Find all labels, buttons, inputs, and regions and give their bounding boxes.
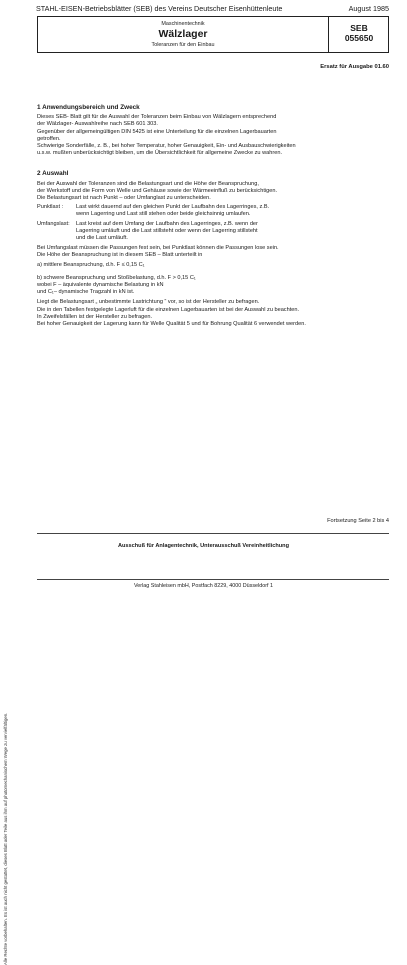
section2-line: Die Höhe der Beanspruchung ist in diesem SEB – Blatt unterteilt in — [37, 252, 203, 259]
section1-heading: 1 Anwendungsbereich und Zweck — [37, 104, 140, 111]
final-line: Liegt die Belastungsart „ unbestimmte Lastrichtung “ vor, so ist der Hersteller zu befragen. — [37, 299, 260, 306]
wobei-line: wobei F – äquivalente dynamische Belastung in kN — [37, 282, 164, 289]
document-code — [328, 17, 390, 52]
definition-line: Lagerring umläuft und die Last stillsteht oder wenn der Lagerring stillsteht — [76, 227, 258, 234]
code-prefix: SEB — [350, 23, 368, 33]
category: Maschinentechnik — [161, 21, 205, 27]
code-number: 055650 — [344, 33, 374, 43]
final-line: In Zweifelsfällen ist der Hersteller zu befragen. — [37, 313, 153, 320]
section1-line: Dieses SEB- Blatt gilt für die Auswahl der Toleranzen beim Einbau von Wälzlagern entsprechend — [37, 114, 277, 121]
definition-punktlast — [37, 204, 389, 218]
final-line: Die in den Tabellen festgelegte Lagerluft für die einzelnen Lagerbauarten ist bei der Auswahl zu beachten. — [37, 306, 300, 313]
definition-line: Last kreist auf dem Umfang der Laufbahn des Lagerringes, z.B. wenn der — [76, 220, 258, 227]
side-copyright-text: Alle Rechte vorbehalten. Es ist auch nicht gestattet, dieses Blatt oder Teile aus ihm auf photomechanischem Wege zu vervielfältigen. — [3, 712, 8, 965]
definition-umfangslast — [37, 221, 389, 243]
case-b: b) schwere Beanspruchung und Stoßbelastung, d.h. F > 0,15 C₁ — [37, 274, 196, 281]
publisher-line: Verlag Stahleisen mbH, Postfach 8229, 4000 Düsseldorf 1 — [133, 583, 274, 589]
section2-intro-line: Bei der Auswahl der Toleranzen sind die Belastungsart und die Höhe der Beanspruchung, — [37, 180, 259, 187]
page-title: Wälzlager — [158, 28, 208, 40]
definition-term: Punktlast : — [37, 204, 64, 211]
divider — [37, 579, 389, 580]
final-line: Bei hoher Genauigkeit der Lagerung kann für Welle Qualität 5 und für Bohrung Qualität 6 verwendet werden. — [37, 321, 306, 328]
case-a: a) mittlere Beanspruchung, d.h. F ≤ 0,15 C₁ — [37, 261, 145, 268]
publication-name: STAHL-EISEN-Betriebsblätter (SEB) des Vereins Deutscher Eisenhüttenleute — [36, 4, 283, 13]
title-cell — [38, 17, 329, 52]
section1-line: u.s.w. mußten unberücksichtigt bleiben, um die Übersichtlichkeit für allgemeine Zwecke zu wahren. — [37, 150, 282, 157]
section2 — [37, 170, 389, 328]
section2-line: Bei Umfangslast müssen die Passungen fest sein, bei Punktlast können die Passungen lose sein. — [37, 245, 279, 252]
definition-line: Last wirkt dauernd auf den gleichen Punkt der Laufbahn des Lagerringes, z.B. — [76, 204, 270, 211]
definition-line: wenn Lagerring und Last still stehen oder beide gleichsinnig umlaufen. — [76, 211, 251, 218]
definition-text — [76, 221, 389, 243]
page-subtitle: Toleranzen für den Einbau — [151, 42, 215, 48]
replaces-edition: Ersatz für Ausgabe 01.60 — [320, 64, 389, 70]
divider — [37, 533, 389, 534]
section1-line: Gegenüber der allgemeingültigen DIN 5425 ist eine Unterteilung für die einzelnen Lagerbauarten — [37, 128, 277, 135]
section1-line: Schwierige Sonderfälle, z. B., bei hoher Temperatur, hoher Genauigkeit, Ein- und Ausbauschwierigkeiten — [37, 143, 296, 150]
section2-intro-line: der Werkstoff und die Form von Welle und Gehäuse sowie der Wärmeeinfluß zu berücksichtigen. — [37, 187, 278, 194]
publication-date: August 1985 — [348, 4, 389, 13]
section2-intro-line: Die Belastungsart ist nach Punkt – oder Umfanglast zu unterscheiden. — [37, 195, 211, 202]
section1-line: getroffen. — [37, 135, 61, 142]
definition-term: Umfangslast: — [37, 220, 70, 227]
document-body — [37, 104, 389, 328]
wobei-line: und C₁– dynamische Tragzahl in kN ist. — [37, 289, 135, 296]
definition-text — [76, 204, 389, 218]
title-block — [37, 16, 389, 53]
committee-line: Ausschuß für Anlagentechnik, Unterausschuß Vereinheitlichung — [117, 543, 290, 549]
definition-line: und die Last umläuft. — [76, 235, 128, 242]
section1-line: der Wälzlager- Auswahlreihe nach SEB 601 303. — [37, 121, 158, 128]
section2-heading: 2 Auswahl — [37, 170, 69, 178]
side-copyright-note — [2, 130, 12, 965]
continuation-note: Fortsetzung Seite 2 bis 4 — [327, 518, 389, 524]
